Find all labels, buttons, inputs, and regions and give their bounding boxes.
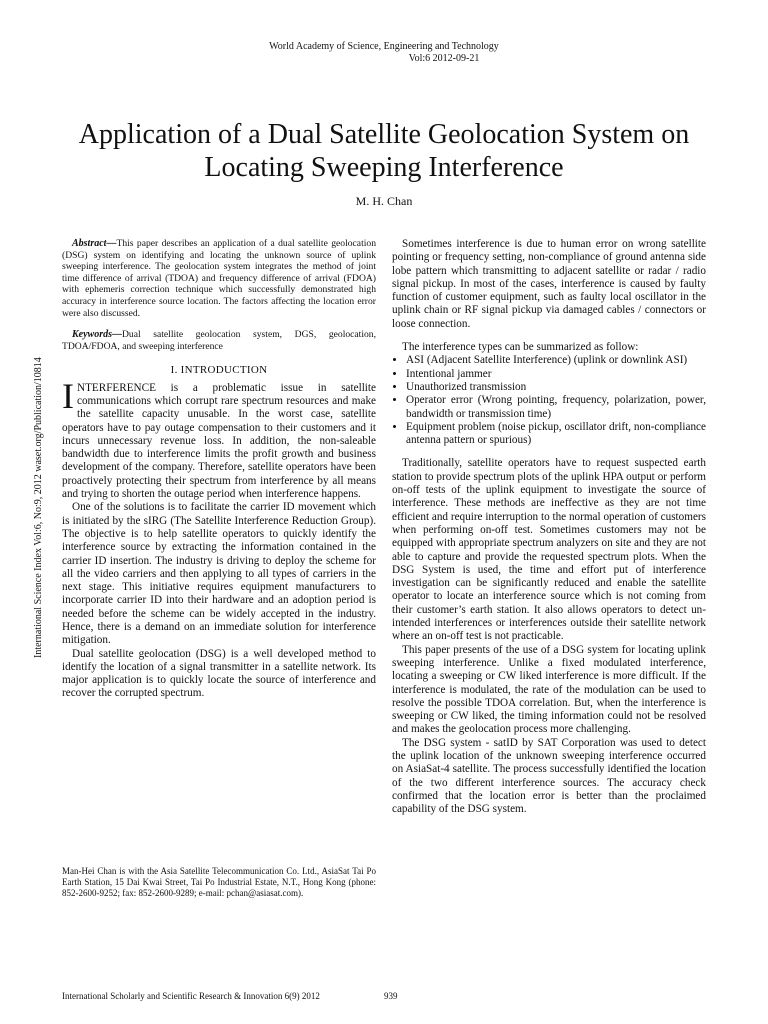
list-item: • Unauthorized transmission	[406, 381, 706, 394]
paper-title: Application of a Dual Satellite Geolocation System on Locating Sweeping Interference	[78, 119, 690, 183]
sidebar-citation: International Science Index Vol:6, No:9, 2012 waset.org/Publication/10814	[33, 357, 44, 658]
intro-paragraph-1: INTERFERENCE is a problematic issue in satellite communications which corrupt rare spectrum resources and make the satellite capacity unusable. In the worst case, satellite operators have to pay outage compensation to their customers and it incurs unnecessary revenue loss. In addition, the non-saleable bandwidth due to interference limits the profit growth and business development of the company. Therefore, satellite operators have been proactively protecting their spectrum from interference by all means and trying to shorten the outage period when interference happens.	[62, 375, 376, 501]
abstract-text: This paper describes an application of a dual satellite geolocation (DSG) system on identifying and locating the unknown source of uplink sweeping interference. The geolocation system integrates the method of joint time difference of arrival (TDOA) and frequency difference of arrival (FDOA) with ephemeris correction technique which successfully demonstrated high accuracy in interference source location. The factors affecting the location error were also discussed.	[62, 238, 376, 319]
intro-paragraph-3: Dual satellite geolocation (DSG) is a well developed method to identify the location of a signal transmitter in a satellite network. Its major application is to quickly locate the source of interference and recover the corrupted spectrum.	[62, 647, 376, 700]
list-intro: The interference types can be summarized as follow:	[402, 341, 639, 354]
right-paragraph-1: Sometimes interference is due to human error on wrong satellite pointing or frequency setting, non-compliance of ground antenna side lobe pattern which transmitting to adjacent satellite or radar / radio signal pickup. In most of the cases, interference is caused by faulty function of customer equipment, such as faulty local oscillator in the uplink chain or RF signal pickup via damaged cables / connectors or loose connection.	[392, 238, 706, 330]
journal-header: World Academy of Science, Engineering and Technology	[269, 41, 499, 52]
list-item: • ASI (Adjacent Satellite Interference) (uplink or downlink ASI)	[406, 354, 706, 367]
author-footnote: Man-Hei Chan is with the Asia Satellite Telecommunication Co. Ltd., AsiaSat Tai Po Earth Station, 15 Dai Kwai Street, Tai Po Industrial Estate, N.T., Hong Kong (phone: 852-2600-9252; fax: 852-2600-9289; e-mail: pchan@asiasat.com).	[62, 866, 376, 898]
right-paragraph-3: This paper presents of the use of a DSG system for locating uplink sweeping interference. Unlike a fixed modulated interference, locating a sweeping or CW liked interference is more difficult. If the interference is modulated, the rate of the modulation can be used to resolve the possible TDOA correlation. But, when the interference is sweeping or CW liked, the timing information could not be resolved and makes the geolocation process more challenging.	[392, 643, 706, 736]
abstract-label: Abstract—	[72, 238, 117, 249]
list-item: • Intentional jammer	[406, 368, 706, 381]
list-item: • Operator error (Wrong pointing, frequency, polarization, power, bandwidth or transmission time)	[406, 394, 706, 421]
intro-paragraph-2: One of the solutions is to facilitate the carrier ID movement which is initiated by the sIRG (The Satellite Interference Reduction Group). The objective is to help satellite operators to quickly identify the interference source by extracting the information contained in the carrier ID insertion. The industry is driving to deploy the scheme for all the video carriers and then applying to all types of carriers in the next stage. This initiative requires equipment manufacturers to incorporate carrier ID into their hardware and an adoption period is needed before the scheme can be widely accepted in the industry. Hence, there is a demand on an immediate solution for interference mitigation.	[62, 501, 376, 647]
abstract	[62, 238, 376, 319]
keywords-label: Keywords—	[72, 329, 122, 341]
keywords-text: Dual satellite geolocation system, DGS, geolocation, TDOA/FDOA, and sweeping interference	[62, 329, 376, 352]
drop-cap: I	[62, 375, 74, 416]
left-column	[62, 238, 376, 701]
keywords	[62, 329, 376, 352]
right-paragraph-2: Traditionally, satellite operators have to request suspected earth station to provide spectrum plots of the uplink HPA output or perform on-off tests of the uplink equipment to investigate the source of interference. These methods are ineffective as they are not time efficient and require interruption to the normal operation of customers when performing on-off test. Sometimes customers may not be equipped with appropriate spectrum analyzers on site and they are not able to capture and provide the requested spectrum plots. When the DSG System is used, the time and effort put of interference investigation can be significantly reduced and enable the satellite operator to locate an interference source which is not coming from their customer’s earth station. It also allows operators to detect un-intended interferences or interferences outside their satellite network where an on-off test is not practicable.	[392, 457, 706, 643]
interference-type-list	[392, 354, 706, 447]
right-column	[392, 238, 706, 816]
volume-date: Vol:6 2012-09-21	[408, 53, 480, 64]
page-number: 939	[384, 991, 398, 1001]
footer-journal: International Scholarly and Scientific Research & Innovation 6(9) 2012	[62, 991, 320, 1001]
author: M. H. Chan	[355, 194, 413, 208]
right-paragraph-4: The DSG system - satID by SAT Corporation was used to detect the uplink location of the unknown sweeping interference occurred on AsiaSat-4 satellite. The process successfully identified the location of the two different interference sources. The accuracy check confirmed that the location error is better than the proclaimed capability of the DSG system.	[392, 736, 706, 816]
section-heading: I. INTRODUCTION	[170, 364, 268, 377]
list-item: • Equipment problem (noise pickup, oscillator drift, non-compliance antenna pattern or spurious)	[406, 421, 706, 448]
